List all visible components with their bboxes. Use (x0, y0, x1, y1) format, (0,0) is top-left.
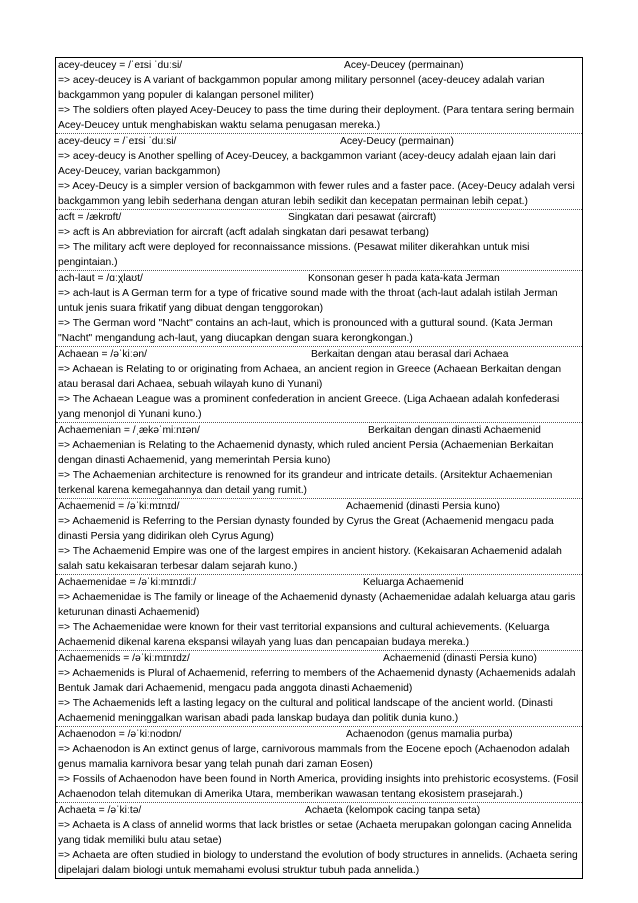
entry-acey-deucey (56, 58, 582, 134)
entry-head (58, 347, 580, 362)
entry-gloss: Achaemenid (dinasti Persia kuno) (346, 501, 500, 512)
entry-gloss: Konsonan geser h pada kata-kata Jerman (308, 273, 500, 284)
entry-achaeta (56, 803, 582, 878)
entry-gloss: Singkatan dari pesawat (aircraft) (288, 212, 437, 223)
entry-definition: => Achaemenids is Plural of Achaemenid, referring to members of the Achaemenid dynasty (Achaemenids adalah Bentuk Jamak dari Achaemenid, mengacu pada anggota dinasti Achaemenid) (58, 668, 576, 694)
entry-definition: => Achaenodon is An extinct genus of large, carnivorous mammals from the Eocene epoch (Achaenodon adalah genus mamalia karnivora besar yang telah punah dari zaman Eosen) (58, 744, 570, 770)
entry-ach-laut (56, 271, 582, 347)
entry-head (58, 651, 580, 666)
entry-gloss: Keluarga Achaemenid (363, 577, 464, 588)
entry-head (58, 58, 580, 73)
entry-definition: => Achaemenian is Relating to the Achaemenid dynasty, which ruled ancient Persia (Achaemenian Berkaitan dengan dinasti Achaemenid, yang memerintah Persia kuno) (58, 440, 554, 466)
entry-term: Achaemenidae = /əˈkiːmɪnɪdiː/ (58, 577, 197, 588)
entry-achaemenidae (56, 575, 582, 651)
entry-term: Achaemenid = /əˈkiːmɪnɪd/ (58, 501, 180, 512)
entry-term: acey-deucey = /ˈeɪsi ˈduːsi/ (58, 60, 183, 71)
dictionary-page (55, 57, 583, 879)
entry-term: acft = /ækrɒft/ (58, 212, 122, 223)
entry-definition: => Achaean is Relating to or originating from Achaea, an ancient region in Greece (Achaean Berkaitan dengan atau berasal dari Achaea, sebuah wilayah kuno di Yunani) (58, 364, 562, 390)
entry-example: => The Achaean League was a prominent confederation in ancient Greece. (Liga Achaean adalah konfederasi yang menonjol di Yunani kuno.) (58, 394, 560, 420)
entry-example: => The Achaemenidae were known for their vast territorial expansions and cultural achievements. (Keluarga Achaemenid dikenal karena ekspansi wilayah yang luas dan pencapaian budaya mereka.) (58, 622, 550, 648)
entry-definition: => Achaeta is A class of annelid worms that lack bristles or setae (Achaeta merupakan golongan cacing Annelida yang tidak memiliki bulu atau setae) (58, 820, 572, 846)
entry-term: Achaemenids = /əˈkiːmɪnɪdz/ (58, 653, 190, 664)
entry-head (58, 134, 580, 149)
entry-definition: => acey-deucy is Another spelling of Acey-Deucey, a backgammon variant (acey-deucy adalah ejaan lain dari Acey-Deucey, varian backgammon) (58, 151, 556, 177)
entry-gloss: Achaeta (kelompok cacing tanpa seta) (305, 805, 481, 816)
entry-definition: => acft is An abbreviation for aircraft (acft adalah singkatan dari pesawat terbang) (58, 227, 429, 238)
entry-head (58, 271, 580, 286)
entry-term: Achaeta = /əˈkiːtə/ (58, 805, 142, 816)
entry-term: Achaenodon = /əˈkiːnodɒn/ (58, 729, 182, 740)
entry-term: Achaemenian = /ˌækəˈmiːnɪən/ (58, 425, 200, 436)
entry-gloss: Berkaitan dengan dinasti Achaemenid (368, 425, 541, 436)
entry-achaenodon (56, 727, 582, 803)
entry-example: => The Achaemenids left a lasting legacy on the cultural and political landscape of the ancient world. (Dinasti Achaemenid meninggalkan warisan abadi pada lanskap budaya dan politik dunia kuno.) (58, 698, 553, 724)
entry-gloss: Acey-Deucey (permainan) (344, 60, 464, 71)
entry-gloss: Achaemenid (dinasti Persia kuno) (383, 653, 537, 664)
entry-example: => Fossils of Achaenodon have been found in North America, providing insights into prehistoric ecosystems. (Fosil Achaenodon telah ditemukan di Amerika Utara, memberikan wawasan tentang ekosistem prasejarah.) (58, 774, 579, 800)
entry-head (58, 210, 580, 225)
entry-achaean (56, 347, 582, 423)
entry-head (58, 575, 580, 590)
entry-head (58, 727, 580, 742)
entry-definition: => acey-deucey is A variant of backgammon popular among military personnel (acey-deucey adalah varian backgammon yang populer di kalangan personel militer) (58, 75, 545, 101)
entry-head (58, 803, 580, 818)
entry-definition: => Achaemenidae is The family or lineage of the Achaemenid dynasty (Achaemenidae adalah keluarga atau garis keturunan dinasti Achaemenid) (58, 592, 576, 618)
entry-term: acey-deucy = /ˈeɪsi ˈduːsi/ (58, 136, 177, 147)
entry-example: => The military acft were deployed for reconnaissance missions. (Pesawat militer dikerahkan untuk misi pengintaian.) (58, 242, 530, 268)
entry-term: ach-laut = /ɑːχlaʊt/ (58, 273, 143, 284)
entry-gloss: Achaenodon (genus mamalia purba) (346, 729, 513, 740)
entry-example: => Acey-Deucy is a simpler version of backgammon with fewer rules and a faster pace. (Acey-Deucy adalah versi backgammon yang lebih sederhana dengan aturan lebih sedikit dan kecepatan permainan lebih cepat.) (58, 181, 575, 207)
entry-example: => The Achaemenian architecture is renowned for its grandeur and intricate details. (Arsitektur Achaemenian terkenal karena kemegahannya dan detail yang rumit.) (58, 470, 553, 496)
entry-acft (56, 210, 582, 271)
entry-example: => The Achaemenid Empire was one of the largest empires in ancient history. (Kekaisaran Achaemenid adalah salah satu kekaisaran terbesar dalam sejarah kuno.) (58, 546, 562, 572)
entry-head (58, 499, 580, 514)
entry-head (58, 423, 580, 438)
entry-gloss: Acey-Deucy (permainan) (340, 136, 454, 147)
entry-example: => The German word "Nacht" contains an ach-laut, which is pronounced with a guttural sound. (Kata Jerman "Nacht" mengandung ach-laut, yang diucapkan dengan suara kerongkongan.) (58, 318, 553, 344)
entry-achaemenid (56, 499, 582, 575)
entry-term: Achaean = /əˈkiːən/ (58, 349, 148, 360)
entry-definition: => Achaemenid is Referring to the Persian dynasty founded by Cyrus the Great (Achaemenid mengacu pada dinasti Persia yang didirikan oleh Cyrus Agung) (58, 516, 554, 542)
entry-definition: => ach-laut is A German term for a type of fricative sound made with the throat (ach-laut adalah istilah Jerman untuk jenis suara frikatif yang dibuat dengan tenggorokan) (58, 288, 558, 314)
entry-example: => Achaeta are often studied in biology to understand the evolution of body structures in annelids. (Achaeta sering dipelajari dalam biologi untuk memahami evolusi struktur tubuh pada annelida.) (58, 850, 578, 876)
entry-example: => The soldiers often played Acey-Deucey to pass the time during their deployment. (Para tentara sering bermain Acey-Deucey untuk menghabiskan waktu selama penugasan mereka.) (58, 105, 575, 131)
entry-achaemenian (56, 423, 582, 499)
entry-acey-deucy (56, 134, 582, 210)
entry-gloss: Berkaitan dengan atau berasal dari Achaea (311, 349, 509, 360)
entry-achaemenids (56, 651, 582, 727)
